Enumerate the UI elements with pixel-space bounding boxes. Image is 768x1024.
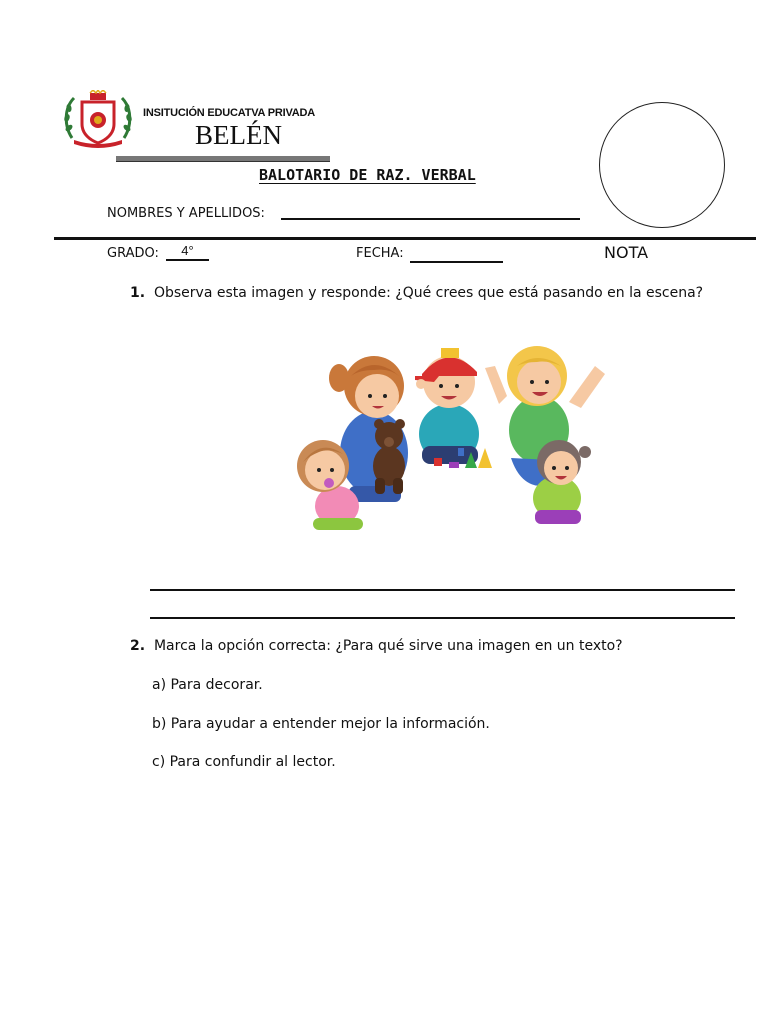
question-text: Observa esta imagen y responde: ¿Qué crees que está pasando en la escena? xyxy=(153,285,704,301)
grade-value: 4° xyxy=(166,243,209,261)
date-blank[interactable] xyxy=(410,261,503,263)
names-label: NOMBRES Y APELLIDOS: xyxy=(107,206,265,221)
option-c[interactable]: c) Para confundir al lector. xyxy=(152,754,336,770)
names-blank[interactable] xyxy=(281,218,580,220)
date-label: FECHA: xyxy=(356,246,404,261)
question-number: 1. xyxy=(130,285,146,301)
school-type: INSITUCIÓN EDUCATVA PRIVADA xyxy=(143,107,316,119)
score-label: NOTA xyxy=(604,243,649,262)
answer-line[interactable] xyxy=(150,617,735,619)
school-crest-icon xyxy=(64,90,132,148)
score-circle xyxy=(599,102,725,228)
question-2 xyxy=(130,638,623,654)
header-rule xyxy=(116,156,330,162)
header-divider xyxy=(54,237,756,240)
boy-with-cap xyxy=(415,348,479,464)
grade-label: GRADO: xyxy=(107,246,159,261)
document-title: BALOTARIO DE RAZ. VERBAL xyxy=(259,166,476,184)
question-1 xyxy=(130,285,703,301)
answer-line[interactable] xyxy=(150,589,735,591)
small-girl xyxy=(533,440,591,524)
option-a[interactable]: a) Para decorar. xyxy=(152,677,263,693)
question-number: 2. xyxy=(130,638,146,654)
question-text: Marca la opción correcta: ¿Para qué sirve una imagen en un texto? xyxy=(153,638,623,654)
children-playing-illustration xyxy=(289,338,611,530)
school-name: BELÉN xyxy=(195,120,282,150)
option-b[interactable]: b) Para ayudar a entender mejor la información. xyxy=(152,716,490,732)
